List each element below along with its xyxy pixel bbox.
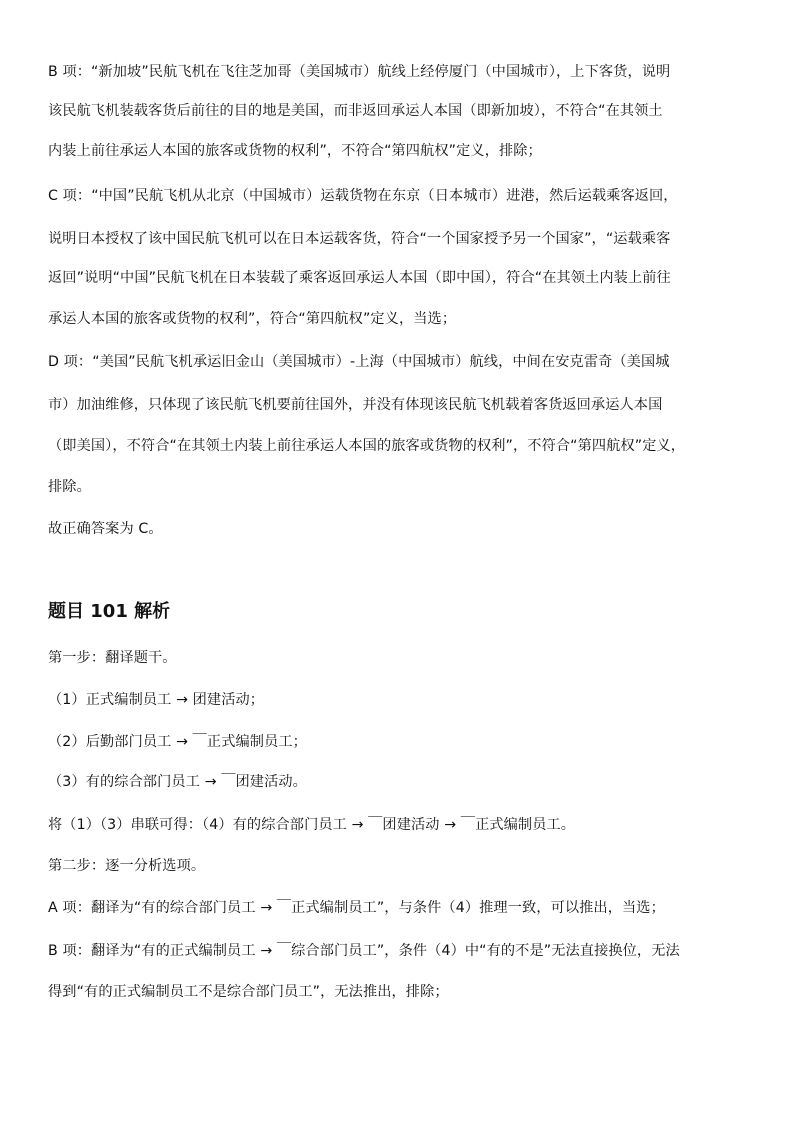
text-line: 排除。	[48, 479, 91, 495]
section-heading: 题目 101 解析	[48, 601, 171, 622]
text-line: B 项：翻译为“有的正式编制员工 → ￣综合部门员工”，条件（4）中“有的不是”无法直接换位，无法	[48, 943, 680, 959]
text-line: 返回”说明“中国”民航飞机在日本装载了乘客返回承运人本国（即中国），符合“在其领土内装上前往	[48, 270, 671, 286]
text-line: D 项：“美国”民航飞机承运旧金山（美国城市）-上海（中国城市）航线，中间在安克雷奇（美国城	[48, 354, 670, 370]
text-line: A 项：翻译为“有的综合部门员工 → ￣正式编制员工”，与条件（4）推理一致，可以推出，当选；	[48, 900, 665, 916]
text-line: 该民航飞机装载客货后前往的目的地是美国，而非返回承运人本国（即新加坡），不符合“在其领土	[48, 103, 663, 119]
text-line: B 项：“新加坡”民航飞机在飞往芝加哥（美国城市）航线上经停厦门（中国城市），上下客货，说明	[48, 64, 671, 80]
text-line: 承运人本国的旅客或货物的权利”，符合“第四航权”定义，当选；	[48, 311, 457, 327]
text-line: （即美国），不符合“在其领土内装上前往承运人本国的旅客或货物的权利”，不符合“第四航权”定义，	[48, 438, 686, 454]
text-line: 将（1）（3）串联可得：（4）有的综合部门员工 → ￣团建活动 → ￣正式编制员工。	[48, 817, 576, 833]
text-line: 第一步：翻译题干。	[48, 650, 177, 666]
text-line: 第二步：逐一分析选项。	[48, 858, 206, 874]
text-line: 得到“有的正式编制员工不是综合部门员工”，无法推出，排除；	[48, 984, 449, 1000]
text-line: （1）正式编制员工 → 团建活动；	[48, 692, 265, 708]
text-line: （3）有的综合部门员工 → ￣团建活动。	[48, 774, 307, 790]
text-line: 市）加油维修，只体现了该民航飞机要前往国外，并没有体现该民航飞机载着客货返回承运人本国	[48, 397, 663, 413]
text-line: C 项：“中国”民航飞机从北京（中国城市）运载货物在东京（日本城市）进港，然后运载乘客返回，	[48, 188, 678, 204]
text-line: 说明日本授权了该中国民航飞机可以在日本运载客货，符合“一个国家授予另一个国家”，“运载乘客	[48, 231, 671, 247]
text-line: 故正确答案为 C。	[48, 521, 163, 537]
text-line: （2）后勤部门员工 → ￣正式编制员工；	[48, 734, 307, 750]
text-line: 内装上前往承运人本国的旅客或货物的权利”，不符合“第四航权”定义，排除；	[48, 143, 542, 159]
